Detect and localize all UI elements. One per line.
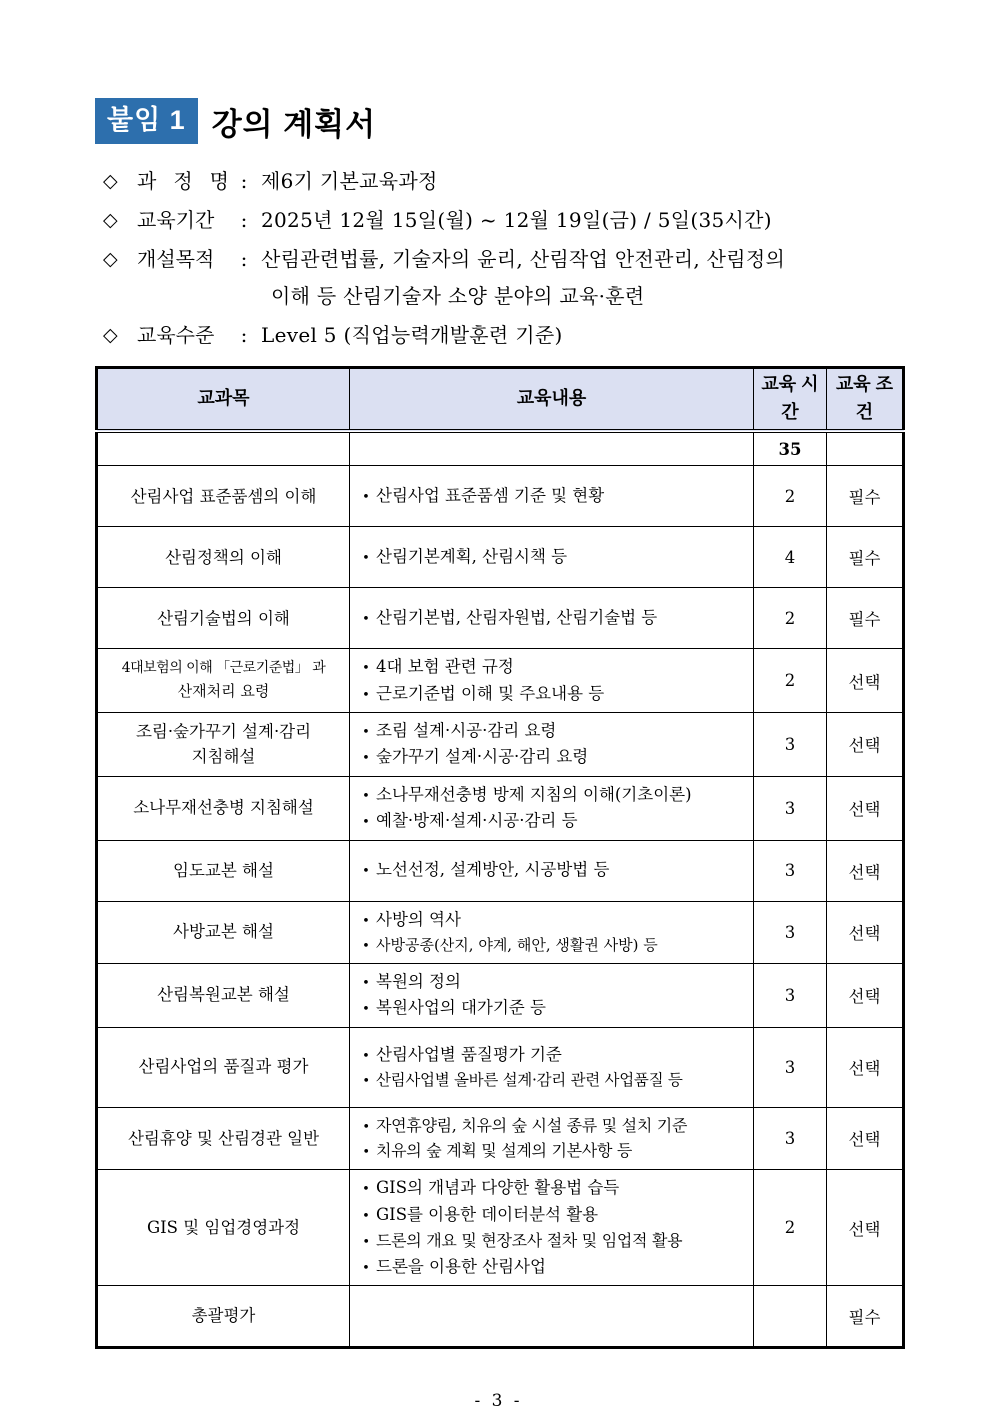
hours-cell: 3 <box>754 776 827 840</box>
content-line <box>356 744 751 770</box>
bullet-icon: • <box>362 1002 370 1018</box>
subject-line: 지침해설 <box>191 747 256 767</box>
subject-cell <box>97 1027 350 1107</box>
content-cell <box>350 1107 754 1170</box>
subject-cell <box>97 431 350 466</box>
content-text: GIS의 개념과 다양한 활용법 습득 <box>376 1178 620 1198</box>
col-header-subject: 교과목 <box>97 368 350 431</box>
hours-cell <box>754 1286 827 1348</box>
table-row <box>97 1170 904 1286</box>
subject-cell <box>97 963 350 1027</box>
content-line <box>356 782 751 808</box>
meta-label: 과 정 명 <box>137 169 229 193</box>
condition-cell: 필수 <box>827 466 904 527</box>
condition-cell: 필수 <box>827 527 904 588</box>
subject-line: 총괄평가 <box>191 1306 256 1326</box>
document-header <box>95 98 902 144</box>
bullet-icon: • <box>362 975 370 991</box>
subject-cell <box>97 1170 350 1286</box>
content-text: 사방공종(산지, 야계, 해안, 생활권 사방) 등 <box>376 936 658 955</box>
subject-line: 산림정책의 이해 <box>165 547 282 567</box>
content-text: 드론의 개요 및 현장조사 절차 및 임업적 활용 <box>376 1230 683 1250</box>
content-text: 복원의 정의 <box>376 971 461 991</box>
bullet-icon: • <box>362 1119 370 1135</box>
content-line <box>356 1228 751 1254</box>
bullet-icon: • <box>362 687 370 703</box>
subject-line: 산재처리 요령 <box>177 681 270 700</box>
subject-cell <box>97 466 350 527</box>
bullet-icon: • <box>362 1048 370 1064</box>
table-row <box>97 901 904 963</box>
subject-line: 조림·숲가꾸기 설계·감리 <box>135 721 312 741</box>
content-text: 예찰·방제·설계·시공·감리 등 <box>376 811 578 831</box>
table-row <box>97 588 904 649</box>
content-text: 드론을 이용한 산림사업 <box>376 1256 546 1276</box>
col-header-content: 교육내용 <box>350 368 754 431</box>
content-line <box>356 969 751 995</box>
subject-line: 임도교본 해설 <box>173 860 274 880</box>
bullet-icon: • <box>362 864 370 880</box>
content-cell <box>350 1286 754 1348</box>
content-text: 숲가꾸기 설계·시공·감리 요령 <box>376 747 589 767</box>
hours-cell: 35 <box>754 431 827 466</box>
meta-colon: : <box>240 323 248 347</box>
bullet-icon: • <box>362 551 370 567</box>
table-row <box>97 1107 904 1170</box>
content-line <box>356 907 751 933</box>
page-title: 강의 계획서 <box>211 106 377 142</box>
condition-cell: 선택 <box>827 1027 904 1107</box>
hours-cell: 2 <box>754 649 827 713</box>
content-text: 조림 설계·시공·감리 요령 <box>376 721 557 741</box>
meta-line-course-purpose <box>103 246 902 272</box>
meta-line-course-name <box>103 168 902 194</box>
table-row <box>97 776 904 840</box>
subject-cell <box>97 713 350 777</box>
table-row <box>97 649 904 713</box>
content-text: 산림사업별 올바른 설계·감리 관련 사업품질 등 <box>376 1070 683 1089</box>
meta-label: 개설목적 <box>137 247 215 271</box>
subject-line: 산림사업의 품질과 평가 <box>138 1057 309 1077</box>
curriculum-table <box>95 366 905 1349</box>
content-cell <box>350 649 754 713</box>
bullet-icon: • <box>362 1234 370 1250</box>
bullet-icon: • <box>362 913 370 929</box>
page-number: - 3 - <box>474 1391 523 1411</box>
subject-cell <box>97 840 350 901</box>
content-cell <box>350 901 754 963</box>
bullet-icon: • <box>362 788 370 804</box>
content-line <box>356 1068 751 1093</box>
meta-label: 교육수준 <box>137 323 215 347</box>
subject-cell <box>97 1107 350 1170</box>
content-line <box>356 1138 751 1164</box>
content-cell <box>350 466 754 527</box>
condition-cell: 선택 <box>827 1107 904 1170</box>
content-text: 산림기본계획, 산림시책 등 <box>376 547 568 567</box>
content-line <box>356 605 751 631</box>
content-cell <box>350 963 754 1027</box>
hours-cell: 3 <box>754 840 827 901</box>
content-cell <box>350 1027 754 1107</box>
content-line <box>356 1202 751 1228</box>
content-text: 산림사업별 품질평가 기준 <box>376 1044 562 1064</box>
content-text: 소나무재선충병 방제 지침의 이해(기초이론) <box>376 784 692 804</box>
content-text: 4대 보험 관련 규정 <box>376 657 514 677</box>
meta-line-course-period <box>103 207 902 233</box>
bullet-icon: • <box>362 1073 370 1089</box>
subject-cell <box>97 1286 350 1348</box>
table-row <box>97 1027 904 1107</box>
hours-cell: 3 <box>754 963 827 1027</box>
content-cell <box>350 431 754 466</box>
content-cell <box>350 1170 754 1286</box>
content-line <box>356 857 751 883</box>
content-line <box>356 1175 751 1201</box>
meta-colon: : <box>240 208 248 232</box>
diamond-bullet-icon: ◇ <box>103 209 118 231</box>
hours-cell: 3 <box>754 901 827 963</box>
content-text: 복원사업의 대가기준 등 <box>376 998 546 1018</box>
condition-cell: 선택 <box>827 840 904 901</box>
diamond-bullet-icon: ◇ <box>103 170 118 192</box>
condition-cell: 선택 <box>827 1170 904 1286</box>
subject-line: 산림사업 표준품셈의 이해 <box>130 486 317 506</box>
meta-value: 제6기 기본교육과정 <box>261 169 438 193</box>
content-text: 자연휴양림, 치유의 숲 시설 종류 및 설치 기준 <box>376 1115 688 1135</box>
hours-cell: 3 <box>754 1107 827 1170</box>
condition-cell: 선택 <box>827 901 904 963</box>
content-text: 사방의 역사 <box>376 909 461 929</box>
col-header-hours: 교육 시간 <box>754 368 827 431</box>
content-line <box>356 1042 751 1068</box>
content-cell <box>350 776 754 840</box>
meta-line-course-level <box>103 322 902 348</box>
subject-line: 산림기술법의 이해 <box>157 608 290 628</box>
hours-cell: 2 <box>754 588 827 649</box>
attachment-badge: 붙임 1 <box>95 98 198 144</box>
content-line <box>356 995 751 1021</box>
bullet-icon: • <box>362 939 370 955</box>
hours-cell: 2 <box>754 1170 827 1286</box>
content-cell <box>350 588 754 649</box>
content-line <box>356 681 751 707</box>
hours-cell: 3 <box>754 1027 827 1107</box>
content-cell <box>350 713 754 777</box>
content-line <box>356 483 751 509</box>
curriculum-table-body <box>97 431 904 1348</box>
content-line <box>356 1254 751 1280</box>
table-row <box>97 1286 904 1348</box>
meta-value-continued: 이해 등 산림기술자 소양 분야의 교육·훈련 <box>271 284 645 308</box>
hours-cell: 2 <box>754 466 827 527</box>
col-header-condition: 교육 조건 <box>827 368 904 431</box>
diamond-bullet-icon: ◇ <box>103 248 118 270</box>
content-text: GIS를 이용한 데이터분석 활용 <box>376 1204 599 1224</box>
bullet-icon: • <box>362 1182 370 1198</box>
condition-cell: 선택 <box>827 713 904 777</box>
subject-line: 산림휴양 및 산림경관 일반 <box>127 1128 320 1148</box>
table-row <box>97 840 904 901</box>
content-line <box>356 654 751 680</box>
hours-cell: 3 <box>754 713 827 777</box>
table-row <box>97 466 904 527</box>
content-text: 산림사업 표준품셈 기준 및 현황 <box>376 486 605 506</box>
header-row <box>97 368 904 431</box>
bullet-icon: • <box>362 725 370 741</box>
curriculum-table-head <box>97 368 904 431</box>
subject-cell <box>97 588 350 649</box>
hours-cell: 4 <box>754 527 827 588</box>
condition-cell: 선택 <box>827 963 904 1027</box>
condition-cell <box>827 431 904 466</box>
subject-cell <box>97 527 350 588</box>
bullet-icon: • <box>362 1208 370 1224</box>
content-text: 노선선정, 설계방안, 시공방법 등 <box>376 860 610 880</box>
meta-value: 2025년 12월 15일(월) ~ 12월 19일(금) / 5일(35시간) <box>261 208 772 232</box>
subject-line: GIS 및 임업경영과정 <box>146 1217 301 1237</box>
condition-cell: 필수 <box>827 588 904 649</box>
meta-label: 교육기간 <box>137 208 215 232</box>
content-text: 산림기본법, 산림자원법, 산림기술법 등 <box>376 608 658 628</box>
subject-line: 사방교본 해설 <box>173 922 274 942</box>
bullet-icon: • <box>362 1260 370 1276</box>
content-line <box>356 933 751 958</box>
table-row <box>97 527 904 588</box>
bullet-icon: • <box>362 490 370 506</box>
content-line <box>356 544 751 570</box>
table-row <box>97 963 904 1027</box>
table-row <box>97 431 904 466</box>
diamond-bullet-icon: ◇ <box>103 324 118 346</box>
subject-cell <box>97 901 350 963</box>
content-line <box>356 808 751 834</box>
condition-cell: 필수 <box>827 1286 904 1348</box>
content-cell <box>350 527 754 588</box>
subject-line: 산림복원교본 해설 <box>157 985 290 1005</box>
condition-cell: 선택 <box>827 649 904 713</box>
content-line <box>356 1113 751 1139</box>
content-text: 치유의 숲 계획 및 설계의 기본사항 등 <box>376 1141 633 1161</box>
course-meta <box>95 168 902 348</box>
condition-cell: 선택 <box>827 776 904 840</box>
content-text: 근로기준법 이해 및 주요내용 등 <box>376 683 605 703</box>
meta-colon: : <box>240 247 248 271</box>
bullet-icon: • <box>362 751 370 767</box>
subject-cell <box>97 649 350 713</box>
content-line <box>356 718 751 744</box>
meta-value: 산림관련법률, 기술자의 윤리, 산림작업 안전관리, 산림정의 <box>261 247 786 271</box>
content-cell <box>350 840 754 901</box>
bullet-icon: • <box>362 612 370 628</box>
subject-line: 소나무재선충병 지침해설 <box>133 798 314 818</box>
subject-line: 4대보험의 이해 「근로기준법」 과 <box>121 660 326 677</box>
bullet-icon: • <box>362 815 370 831</box>
table-row <box>97 713 904 777</box>
meta-value: Level 5 (직업능력개발훈련 기준) <box>261 323 563 347</box>
meta-colon: : <box>240 169 248 193</box>
subject-cell <box>97 776 350 840</box>
bullet-icon: • <box>362 661 370 677</box>
bullet-icon: • <box>362 1145 370 1161</box>
